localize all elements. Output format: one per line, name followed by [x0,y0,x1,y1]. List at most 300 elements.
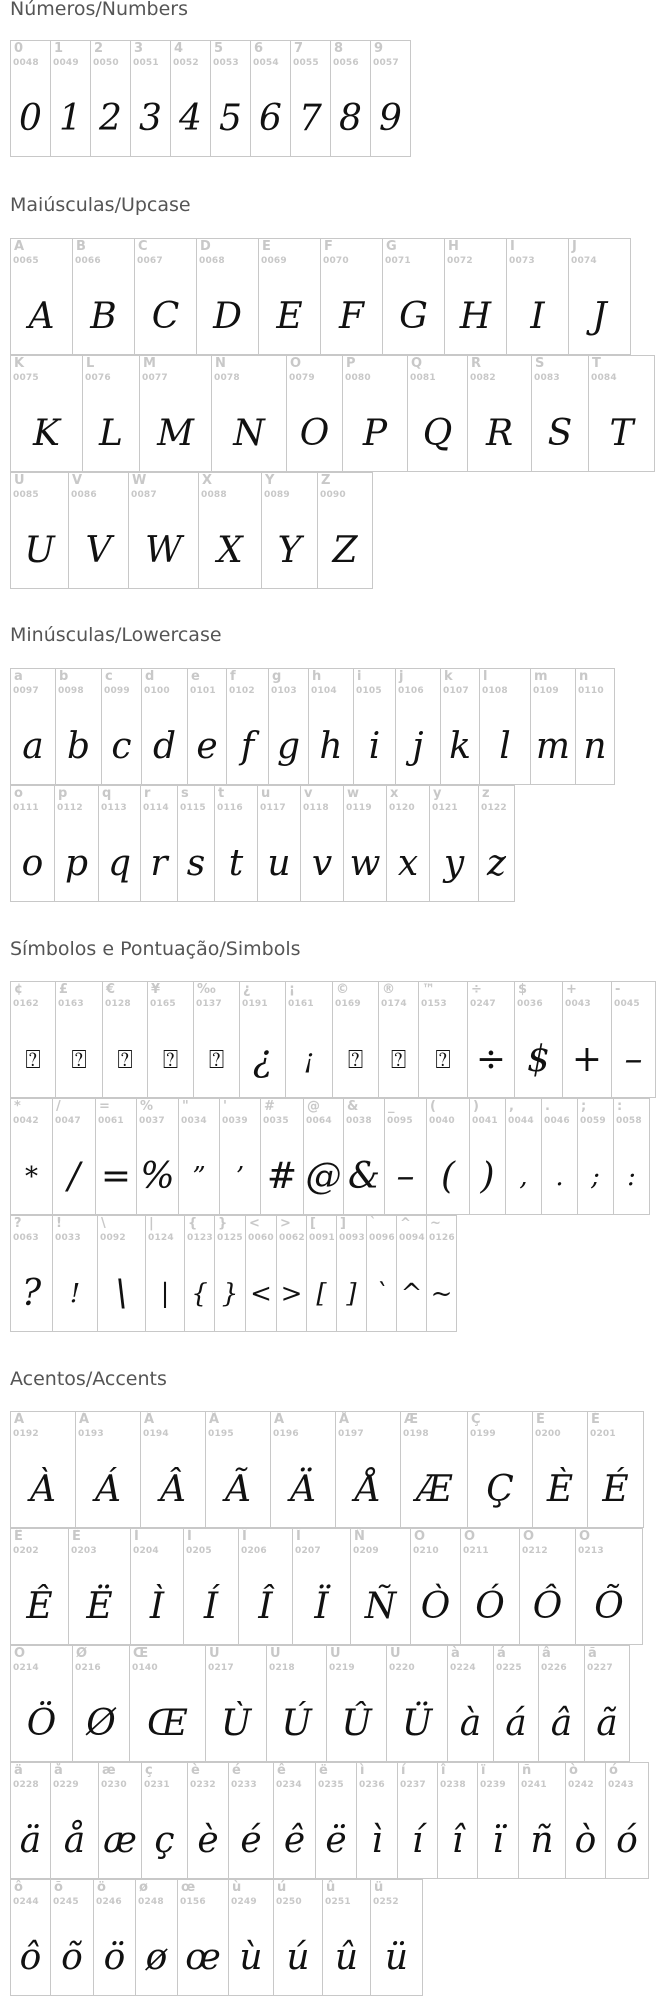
glyph-code-label: 0239 [480,1780,506,1790]
glyph-sample: ò [574,1820,597,1861]
glyph-code-label: 0243 [608,1780,634,1790]
glyph-character-label: Ñ [354,1529,365,1544]
glyph-code-label: 0039 [222,1116,248,1126]
glyph-sample: ] [346,1279,357,1309]
glyph-sample: ä [19,1820,42,1861]
glyph-cell [261,472,318,589]
glyph-cell [370,1879,423,1996]
glyph-cell [418,981,468,1098]
glyph-cell [290,40,331,157]
glyph-sample: Ç [486,1469,514,1510]
glyph-character-label: " [182,1099,189,1114]
glyph-cell [562,981,612,1098]
glyph-cell [541,1098,578,1215]
glyph-code-label: 0227 [587,1663,613,1673]
glyph-cell [532,1411,588,1528]
glyph-code-label: 0137 [196,999,222,1009]
glyph-character-label: { [188,1216,198,1231]
glyph-code-label: 0165 [150,999,176,1009]
glyph-sample: Â [160,1469,186,1510]
glyph-sample: Œ [147,1703,188,1744]
glyph-character-label: $ [518,982,528,997]
glyph-sample: 6 [259,98,282,139]
glyph-character-label: 9 [374,41,384,56]
glyph-cell [306,1215,337,1332]
glyph-code-label: 0161 [288,999,314,1009]
glyph-character-label: < [249,1216,260,1231]
glyph-sample: Û [341,1703,372,1744]
glyph-sample: À [30,1469,56,1510]
glyph-character-label: ] [340,1216,346,1231]
glyph-character-label: r [144,786,151,801]
glyph-sample: S [547,413,573,454]
glyph-sample: ã [596,1703,618,1744]
glyph-character-label: ~ [430,1216,441,1231]
glyph-code-label: 0194 [143,1429,169,1439]
glyph-character-label: J [572,239,577,254]
glyph-sample: 9 [379,98,402,139]
glyph-character-label: [ [310,1216,316,1231]
glyph-sample: Å [355,1469,381,1510]
glyph-character-label: á [497,1646,506,1661]
glyph-character-label: m [534,669,548,684]
glyph-cell [177,1879,229,1996]
glyph-code-label: 0102 [229,686,255,696]
glyph-sample: â [550,1703,573,1744]
glyph-character-label: ^ [400,1216,411,1231]
glyph-code-label: 0081 [410,373,436,383]
glyph-code-label: 0082 [470,373,496,383]
glyph-sample: ; [591,1162,600,1192]
glyph-code-label: 0115 [180,803,206,813]
glyph-code-label: 0125 [217,1233,243,1243]
glyph-code-label: 0067 [137,256,163,266]
glyph-sample: \ [115,1273,128,1314]
glyph-code-label: 0091 [309,1233,335,1243]
glyph-sample: 2 [99,98,122,139]
glyph-sample: é [240,1820,262,1861]
glyph-character-label: Ë [72,1529,81,1544]
glyph-cell [55,668,102,785]
glyph-cell [184,1215,215,1332]
glyph-character-label: f [230,669,236,684]
glyph-code-label: 0037 [139,1116,165,1126]
glyph-character-label: ù [232,1880,242,1895]
glyph-cell [303,1098,344,1215]
section-title: Minúsculas/Lowercase [10,624,222,646]
glyph-cell [10,668,56,785]
glyph-code-label: 0224 [450,1663,476,1673]
glyph-sample: n [583,726,607,767]
glyph-sample: Æ [415,1469,453,1510]
glyph-character-label: % [140,1099,154,1114]
glyph-character-label: Ä [274,1412,285,1427]
glyph-code-label: 0250 [276,1897,302,1907]
glyph-code-label: 0174 [381,999,407,1009]
glyph-cell [10,981,56,1098]
glyph-character-label: n [579,669,589,684]
glyph-character-label: 8 [334,41,344,56]
glyph-sample: – [624,1039,643,1080]
section-title: Maiúsculas/Upcase [10,194,191,216]
glyph-character-label: Ô [523,1529,535,1544]
glyph-code-label: 0242 [568,1780,594,1790]
glyph-character-label: À [14,1412,25,1427]
glyph-character-label: € [106,982,116,997]
glyph-character-label: 0 [14,41,24,56]
glyph-code-label: 0101 [190,686,216,696]
glyph-sample: e [196,726,218,767]
glyph-character-label: C [138,239,148,254]
glyph-code-label: 0075 [13,373,39,383]
glyph-cell [588,355,655,472]
glyph-code-label: 0108 [482,686,508,696]
glyph-code-label: 0107 [443,686,469,696]
glyph-cell [228,1762,274,1879]
glyph-code-label: 0233 [231,1780,257,1790]
glyph-code-label: 0201 [590,1429,616,1439]
glyph-character-label: H [448,239,459,254]
glyph-code-label: 0054 [253,58,279,68]
glyph-character-label: g [272,669,282,684]
glyph-cell [98,1762,142,1879]
glyph-code-label: 0234 [276,1780,302,1790]
glyph-cell [134,238,197,355]
glyph-character-label: ö [97,1880,106,1895]
glyph-sample: Ê [26,1586,53,1627]
glyph-code-label: 0087 [131,490,157,500]
glyph-cell [575,668,615,785]
glyph-sample: . [555,1162,564,1192]
glyph-code-label: 0195 [208,1429,234,1439]
glyph-character-label: Ã [209,1412,220,1427]
glyph-code-label: 0251 [325,1897,351,1907]
glyph-code-label: 0225 [496,1663,522,1673]
glyph-cell [273,1762,316,1879]
glyph-sample: ù [239,1937,263,1978]
glyph-code-label: 0064 [306,1116,332,1126]
glyph-character-label: œ [181,1880,196,1895]
glyph-cell [320,238,383,355]
glyph-character-label: R [471,356,482,371]
glyph-character-label: # [264,1099,275,1114]
glyph-character-label: * [14,1099,21,1114]
glyph-character-label: & [347,1099,359,1114]
glyph-cell [52,1215,98,1332]
glyph-code-label: 0126 [429,1233,455,1243]
glyph-cell [10,1215,53,1332]
glyph-sample: r [150,843,168,884]
glyph-code-label: 0052 [173,58,199,68]
glyph-cell [469,1098,506,1215]
glyph-code-label: 0112 [57,803,83,813]
glyph-code-label: 0069 [261,256,287,266]
glyph-code-label: 0111 [13,803,39,813]
glyph-code-label: 0217 [208,1663,234,1673]
glyph-cell [228,1879,274,1996]
glyph-sample: û [334,1937,359,1978]
glyph-character-label: ¡ [289,982,295,997]
glyph-code-label: 0068 [199,256,225,266]
glyph-cell [93,1879,136,1996]
glyph-sample: b [66,726,91,767]
glyph-character-label: M [143,356,156,371]
glyph-sample: o [21,843,44,884]
glyph-cell [145,1215,185,1332]
glyph-sample: Ï [314,1586,329,1627]
glyph-cell [407,355,468,472]
glyph-cell [538,1645,585,1762]
glyph-character-label: Œ [133,1646,149,1661]
glyph-code-label: 0035 [263,1116,289,1126]
glyph-sample: ’ [235,1162,245,1192]
glyph-character-label: L [86,356,95,371]
glyph-cell [95,1098,137,1215]
glyph-code-label: 0094 [399,1233,425,1243]
glyph-code-label: 0229 [53,1780,79,1790]
glyph-character-label: ì [360,1763,365,1778]
glyph-cell [479,668,531,785]
glyph-cell [467,1411,533,1528]
section-title: Símbolos e Pontuação/Simbols [10,938,301,960]
glyph-cell [257,785,301,902]
glyph-code-label: 0093 [339,1233,365,1243]
glyph-cell [429,785,479,902]
glyph-cell [239,981,286,1098]
glyph-character-label: 3 [134,41,144,56]
glyph-cell [530,668,576,785]
glyph-code-label: 0048 [13,58,39,68]
glyph-sample: Î [258,1586,273,1627]
glyph-cell [68,1528,131,1645]
glyph-character-label: Y [265,473,275,488]
glyph-sample: Ñ [364,1586,397,1627]
glyph-character-label: ü [374,1880,384,1895]
glyph-sample: $ [527,1039,550,1080]
glyph-sample: 1 [59,98,82,139]
glyph-code-label: 0246 [96,1897,122,1907]
glyph-character-label: o [14,786,23,801]
glyph-sample: – [396,1156,415,1197]
glyph-character-label: 5 [214,41,224,56]
glyph-code-label: 0120 [389,803,415,813]
glyph-cell [102,981,148,1098]
glyph-code-label: 0106 [398,686,424,696]
glyph-code-label: 0060 [248,1233,274,1243]
glyph-code-label: 0228 [13,1780,39,1790]
glyph-code-label: 0214 [13,1663,39,1673]
glyph-character-label: v [304,786,313,801]
glyph-sample: < [250,1279,272,1309]
glyph-cell [315,1762,357,1879]
glyph-character-label: Ì [134,1529,139,1544]
glyph-character-label: W [132,473,147,488]
glyph-sample: ê [283,1820,306,1861]
glyph-sample: : [627,1162,636,1192]
glyph-character-label: Å [339,1412,350,1427]
glyph-sample: h [319,726,343,767]
glyph-sample: l [499,726,511,767]
glyph-character-label: > [280,1216,291,1231]
glyph-sample: @ [305,1156,342,1197]
glyph-sample: á [505,1703,527,1744]
glyph-character-label: û [326,1880,336,1895]
glyph-cell [141,1762,188,1879]
glyph-code-label: 0074 [571,256,597,266]
glyph-code-label: 0096 [369,1233,395,1243]
glyph-character-label: h [312,669,322,684]
glyph-sample: Y [277,530,302,571]
glyph-character-label: | [149,1216,154,1231]
glyph-character-label: _ [388,1099,395,1114]
glyph-sample: õ [61,1937,83,1978]
glyph-cell [54,785,99,902]
glyph-cell [170,40,211,157]
glyph-character-label: Ó [464,1529,476,1544]
glyph-code-label: 0046 [544,1116,570,1126]
glyph-code-label: 0140 [132,1663,158,1673]
glyph-sample: H [459,296,492,337]
glyph-character-label: ¥ [151,982,161,997]
glyph-code-label: 0065 [13,256,39,266]
glyph-sample: Õ [594,1586,624,1627]
glyph-cell [366,1215,397,1332]
glyph-code-label: 0083 [534,373,560,383]
glyph-sample: + [571,1039,603,1080]
glyph-code-label: 0105 [356,686,382,696]
glyph-sample: ( [440,1156,456,1197]
glyph-code-label: 0117 [260,803,286,813]
glyph-character-label: G [386,239,397,254]
glyph-code-label: 0034 [181,1116,207,1126]
glyph-cell [300,785,344,902]
glyph-character-label: 1 [54,41,64,56]
glyph-cell [141,668,188,785]
glyph-cell [50,1762,99,1879]
glyph-code-label: 0206 [241,1546,267,1556]
glyph-cell [426,1098,470,1215]
glyph-code-label: 0098 [58,686,84,696]
glyph-sample: N [233,413,265,454]
glyph-code-label: 0162 [13,999,39,1009]
glyph-character-label: S [535,356,545,371]
glyph-cell [342,355,408,472]
glyph-code-label: 0241 [521,1780,547,1790]
glyph-code-label: 0085 [13,490,39,500]
glyph-cell [378,981,419,1098]
glyph-cell [72,238,135,355]
glyph-code-label: 0033 [55,1233,81,1243]
glyph-sample: W [144,530,182,571]
glyph-character-label: z [482,786,490,801]
glyph-character-label: É [591,1412,600,1427]
glyph-character-label: ' [223,1099,227,1114]
glyph-character-label: ñ [522,1763,532,1778]
glyph-cell [382,238,445,355]
glyph-cell [350,1528,411,1645]
glyph-sample: ñ [530,1820,554,1861]
glyph-sample: p [64,843,89,884]
glyph-sample: | [160,1279,170,1309]
glyph-sample: i [368,726,381,767]
glyph-sample: ⍰ [435,1045,451,1075]
glyph-character-label: Z [321,473,331,488]
glyph-cell [193,981,240,1098]
glyph-code-label: 0153 [421,999,447,1009]
glyph-sample: q [107,843,132,884]
glyph-sample: P [362,413,388,454]
glyph-sample: c [111,726,132,767]
glyph-character-label: é [232,1763,241,1778]
glyph-code-label: 0078 [214,373,240,383]
glyph-character-label: B [76,239,86,254]
glyph-cell [198,472,262,589]
glyph-cell [613,1098,650,1215]
glyph-sample: v [311,843,333,884]
glyph-cell [68,472,129,589]
glyph-sample: í [411,1820,424,1861]
glyph-sample: ⍰ [390,1045,407,1075]
glyph-character-label: â [542,1646,551,1661]
section-title: Acentos/Accents [10,1368,167,1390]
glyph-cell [386,1645,448,1762]
glyph-code-label: 0077 [142,373,168,383]
glyph-code-label: 0050 [93,58,119,68]
glyph-cell [440,668,480,785]
glyph-code-label: 0218 [269,1663,295,1673]
glyph-character-label: ` [370,1216,377,1231]
glyph-sample: = [100,1156,132,1197]
glyph-code-label: 0192 [13,1429,39,1439]
glyph-code-label: 0057 [373,58,399,68]
glyph-code-label: 0089 [264,490,290,500]
glyph-sample: 7 [299,98,322,139]
glyph-code-label: 0084 [591,373,617,383]
glyph-cell [130,40,171,157]
glyph-sample: I [530,296,545,337]
glyph-cell [238,1528,293,1645]
glyph-sample: ⍰ [208,1045,225,1075]
glyph-code-label: 0041 [472,1116,498,1126]
glyph-character-label: d [145,669,155,684]
glyph-character-label: £ [59,982,69,997]
glyph-character-label: ç [145,1763,153,1778]
glyph-cell [397,1762,438,1879]
glyph-character-label: Ç [471,1412,481,1427]
glyph-code-label: 0121 [432,803,458,813]
glyph-code-label: 0238 [440,1780,466,1790]
glyph-sample: & [347,1156,381,1197]
glyph-code-label: 0058 [616,1116,642,1126]
glyph-character-label: u [261,786,271,801]
glyph-code-label: 0226 [541,1663,567,1673]
glyph-code-label: 0252 [373,1897,399,1907]
glyph-sample: 4 [179,98,202,139]
glyph-character-label: N [215,356,226,371]
glyph-character-label: 4 [174,41,184,56]
glyph-code-label: 0232 [190,1780,216,1790]
glyph-sample: % [140,1156,175,1197]
glyph-sample: ~ [430,1279,453,1309]
glyph-code-label: 0116 [217,803,243,813]
glyph-code-label: 0211 [463,1546,489,1556]
glyph-cell [90,40,131,157]
glyph-code-label: 0244 [13,1897,39,1907]
glyph-code-label: 0059 [580,1116,606,1126]
glyph-cell [317,472,373,589]
glyph-code-label: 0080 [345,373,371,383]
glyph-character-label: . [545,1099,550,1114]
